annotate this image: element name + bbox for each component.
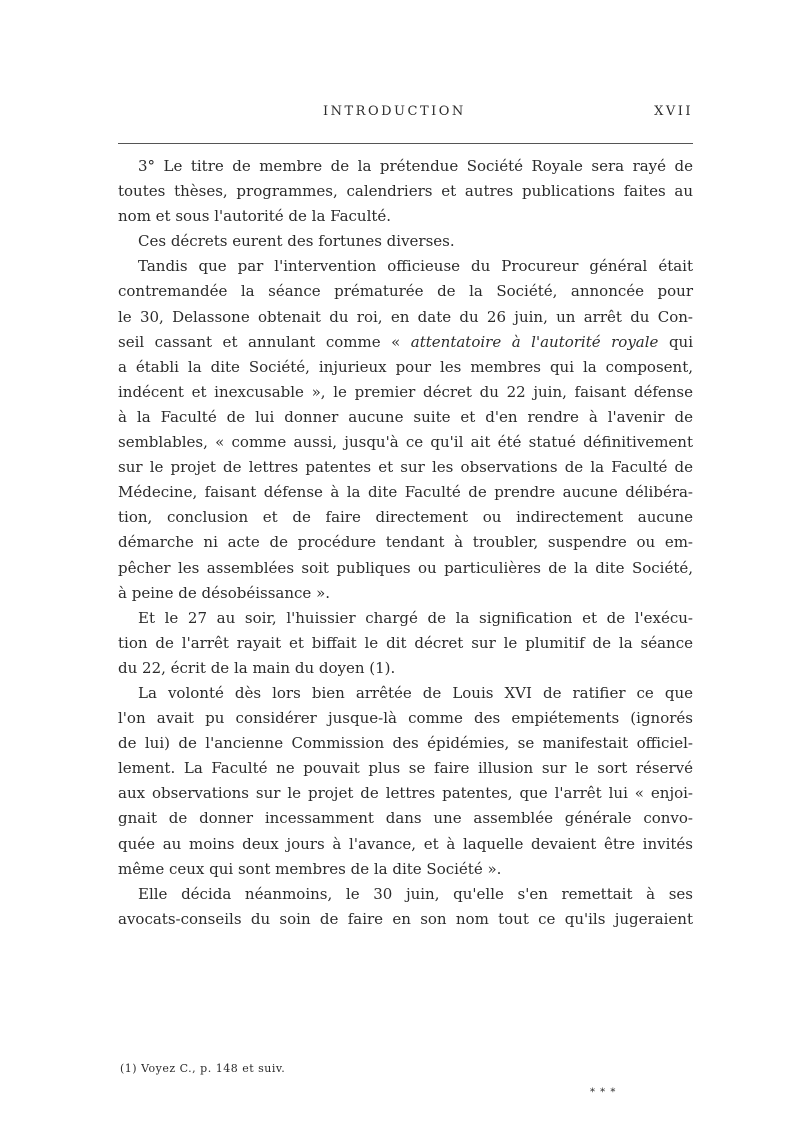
- text-line: pêcher les assemblées soit publiques ou particulières de la dite Société,: [118, 558, 693, 577]
- text-line: sur le projet de lettres patentes et sur les observations de la Faculté de: [118, 458, 693, 477]
- text-segment: qui: [658, 332, 694, 351]
- text-line: démarche ni acte de procédure tendant à troubler, suspendre ou em-: [118, 533, 693, 552]
- text-line: avocats-conseils du soin de faire en son nom tout ce qu'ils jugeraient: [118, 909, 693, 928]
- text-line: du 22, écrit de la main du doyen (1).: [118, 658, 396, 677]
- italic-quote: attentatoire à l'autorité royale: [410, 332, 659, 351]
- footnote: (1) Voyez C., p. 148 et suiv.: [120, 1062, 286, 1075]
- text-line: Ces décrets eurent des fortunes diverses.: [138, 232, 455, 251]
- running-header: [118, 104, 693, 128]
- text-line: l'on avait pu considérer jusque-là comme des empiétements (ignorés: [118, 709, 693, 728]
- text-line: [118, 330, 693, 355]
- text-segment: seil cassant et annulant comme «: [118, 332, 411, 351]
- text-line: même ceux qui sont membres de la dite Société ».: [118, 859, 502, 878]
- header-rule: [118, 143, 693, 144]
- text-line: nom et sous l'autorité de la Faculté.: [118, 207, 392, 226]
- text-line: 3° Le titre de membre de la prétendue Société Royale sera rayé de: [138, 157, 693, 175]
- text-line: à la Faculté de lui donner aucune suite et d'en rendre à l'avenir de: [118, 407, 693, 426]
- text-line: à peine de désobéissance ».: [118, 583, 331, 602]
- text-line: Et le 27 au soir, l'huissier chargé de la signification et de l'exécu-: [138, 608, 693, 627]
- body-text: [118, 154, 693, 932]
- text-line: lement. La Faculté ne pouvait plus se faire illusion sur le sort réservé: [118, 759, 693, 778]
- text-line: toutes thèses, programmes, calendriers et autres publications faites au: [118, 182, 693, 201]
- text-line: tion de l'arrêt rayait et biffait le dit décret sur le plumitif de la séance: [118, 633, 693, 652]
- text-line: indécent et inexcusable », le premier décret du 22 juin, faisant défense: [118, 382, 693, 401]
- text-line: Médecine, faisant défense à la dite Faculté de prendre aucune délibéra-: [118, 483, 693, 502]
- text-line: Tandis que par l'intervention officieuse du Procureur général était: [138, 257, 693, 276]
- text-line: a établi la dite Société, injurieux pour les membres qui la composent,: [118, 357, 693, 376]
- text-line: gnait de donner incessamment dans une assemblée générale convo-: [118, 809, 693, 828]
- header-title: INTRODUCTION: [323, 104, 466, 119]
- text-line: de lui) de l'ancienne Commission des épidémies, se manifestait officiel-: [118, 734, 693, 753]
- signature-mark: * * *: [590, 1087, 617, 1098]
- text-line: le 30, Delassone obtenait du roi, en date du 26 juin, un arrêt du Con-: [118, 307, 693, 326]
- text-line: La volonté dès lors bien arrêtée de Louis XVI de ratifier ce que: [138, 683, 693, 702]
- text-line: contremandée la séance prématurée de la Société, annoncée pour: [118, 282, 693, 301]
- text-line: semblables, « comme aussi, jusqu'à ce qu'il ait été statué définitivement: [118, 433, 693, 452]
- page-number: XVII: [654, 104, 693, 119]
- text-line: tion, conclusion et de faire directement ou indirectement aucune: [118, 508, 693, 527]
- text-line: Elle décida néanmoins, le 30 juin, qu'elle s'en remettait à ses: [138, 884, 693, 903]
- text-line: quée au moins deux jours à l'avance, et à laquelle devaient être invités: [118, 834, 693, 853]
- text-line: aux observations sur le projet de lettres patentes, que l'arrêt lui « enjoi-: [118, 784, 693, 803]
